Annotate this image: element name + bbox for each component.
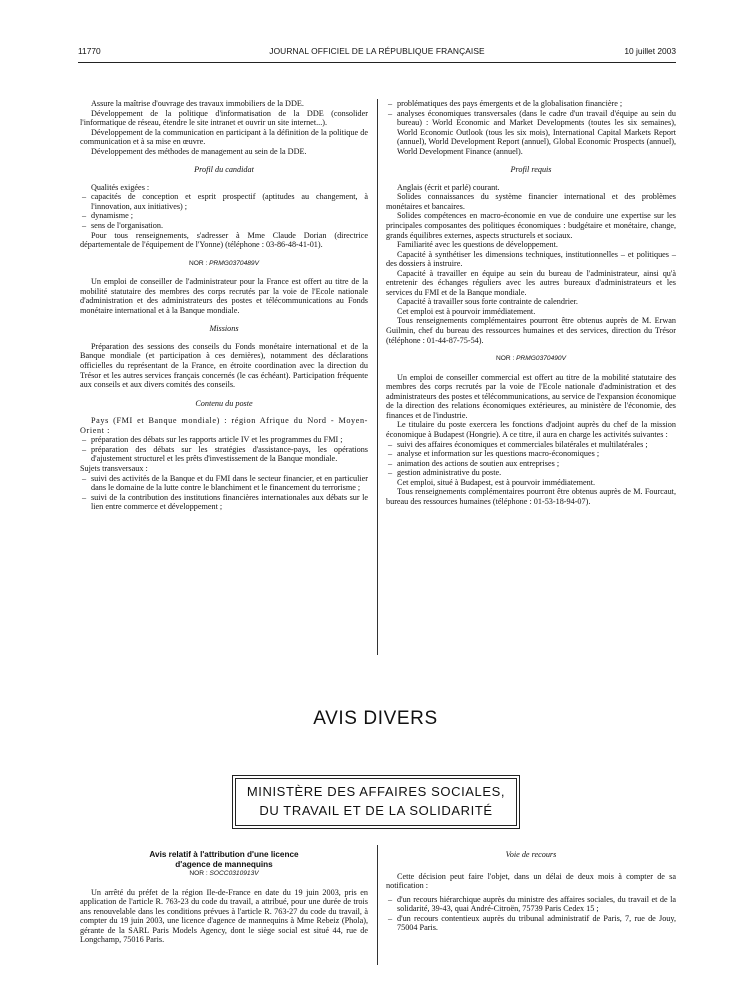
profil-paragraph: Capacité à travailler sous forte contrainte de calendrier.: [397, 297, 578, 307]
profil-requis-heading: Profil requis: [510, 165, 552, 175]
offer-paragraph: Un emploi de conseiller commercial est offert au titre de la mobilité statutaire des membres des corps recrutés par la voie de l'Ecole nationale d'administration et des administrateurs des postes et télécommunications, au service de l'expansion économique de la direction des relations économiques extérieures, au ministère de l'économie, des finances et de l'industrie.: [386, 372, 676, 420]
qualites-label: Qualités exigées :: [91, 182, 150, 192]
profil-candidat-heading: Profil du candidat: [194, 165, 254, 175]
sujets-label: Sujets transversaux :: [80, 463, 148, 473]
nor-prefix: NOR :: [495, 355, 517, 363]
missions-heading: Missions: [209, 324, 239, 334]
continued-list: [386, 99, 676, 156]
list-item: – dynamisme ;: [80, 211, 368, 221]
intro-paragraph: Développement des méthodes de management au sein de la DDE.: [91, 146, 307, 156]
column-divider: [377, 845, 378, 965]
contenu-heading: Contenu du poste: [195, 398, 253, 408]
nor-code: SOCC0310913V: [209, 870, 259, 878]
ministry-box: [232, 775, 520, 829]
page-header: [78, 46, 676, 60]
missions-paragraph: Préparation des sessions des conseils du Fonds monétaire international et de la Banque mondiale (et participation à ces dernières), notamment des déclarations officielles du représentant de la France, en étroite coordination avec la direction du Trésor et les autres services français concernés (le cas échéant). Participation fréquente aux conseils et aux divers comités des conseils.: [80, 341, 368, 390]
list-item: – suivi de la contribution des institutions financières internationales aux débats sur le lien entre commerce et développement ;: [80, 493, 368, 512]
list-item: – préparation des débats sur les rapports article IV et les programmes du FMI ;: [80, 435, 368, 445]
nor-reference: [80, 869, 368, 879]
profil-paragraph: Capacité à synthétiser les dimensions techniques, institutionnelles – et politiques – des dossiers à instruire.: [386, 249, 676, 269]
intro-paragraph: Assure la maîtrise d'ouvrage des travaux immobiliers de la DDE.: [91, 99, 304, 108]
list-item: – suivi des affaires économiques et commerciales bilatérales et multilatérales ;: [386, 440, 676, 450]
header-rule: [78, 62, 676, 63]
intro-paragraph: Développement de la communication en participant à la définition de la politique de communication et à sa mise en œuvre.: [80, 127, 368, 147]
offer-paragraph: Un emploi de conseiller de l'administrateur pour la France est offert au titre de la mobilité statutaire des membres des corps recrutés par la voie de l'Ecole nationale d'administration et des administrateurs des postes et télécommunications au Fonds monétaire international et à la Banque mondiale.: [80, 277, 368, 315]
profil-paragraph: Anglais (écrit et parlé) courant.: [397, 182, 500, 192]
list-item: – problématiques des pays émergents et de la globalisation financière ;: [386, 99, 676, 109]
nor-reference: [80, 259, 368, 269]
nor-code: PRMG0370490V: [516, 355, 566, 363]
intro-paragraph: Développement de la politique d'informatisation de la DDE (consolider l'informatique de réseau, étendre le site intranet et ouvrir un site internet...).: [80, 108, 368, 128]
list-item: – sens de l'organisation.: [80, 221, 368, 231]
profil-paragraph: Cet emploi est à pourvoir immédiatement.: [397, 306, 536, 316]
profil-paragraph: Familiarité avec les questions de développement.: [397, 240, 558, 250]
nor-code: PRMG0370489V: [209, 259, 259, 267]
avis-body: Un arrêté du préfet de la région Ile-de-France en date du 19 juin 2003, pris en application de l'article R. 763-23 du code du travail, a attribué, pour une durée de trois ans renouvelable dans les conditions prévues à l'article R. 763-27 du code du travail, à compter du 19 juin 2003, une licence d'agence de mannequins à Mme Rebeiz (Phola), gérante de la SARL Paris Models Agency, dont le siège social est situé 44, rue de Longchamp, 75016 Paris.: [80, 887, 368, 945]
list-item: – d'un recours contentieux auprès du tribunal administratif de Paris, 7, rue de Jouy, 75004 Paris.: [386, 914, 676, 933]
nor-reference: [386, 354, 676, 364]
activites-list: [386, 440, 676, 478]
column-divider: [377, 99, 378, 655]
pays-list: [80, 435, 368, 464]
ministry-line-1: MINISTÈRE DES AFFAIRES SOCIALES,: [246, 784, 506, 799]
closing-paragraph: Cet emploi, situé à Budapest, est à pourvoir immédiatement.: [397, 477, 596, 487]
recours-column: [386, 850, 676, 933]
journal-title: JOURNAL OFFICIEL DE LA RÉPUBLIQUE FRANÇAISE: [269, 46, 485, 56]
sujets-list: [80, 474, 368, 512]
profil-paragraph: Solides compétences en macro-économie en vue de conduire une expertise sur les principales composantes des politiques économiques : budgétaire et monétaire, change, grands équilibres externes, aspects structurels et sociaux.: [386, 211, 676, 240]
ministry-line-2: DU TRAVAIL ET DE LA SOLIDARITÉ: [259, 803, 493, 818]
section-title: AVIS DIVERS: [313, 708, 438, 729]
left-column: [80, 99, 368, 512]
recours-list: [386, 895, 676, 933]
list-item: – animation des actions de soutien aux entreprises ;: [386, 459, 676, 469]
titulaire-paragraph: Le titulaire du poste exercera les fonctions d'adjoint auprès du chef de la mission économique à Budapest (Hongrie). A ce titre, il aura en charge les activités suivantes :: [386, 420, 676, 439]
recours-intro: Cette décision peut faire l'objet, dans un délai de deux mois à compter de sa notification :: [386, 871, 676, 891]
list-item: – suivi des activités de la Banque et du FMI dans le secteur financier, et en particulier dans le domaine de la lutte contre le blanchiment et le financement du terrorisme ;: [80, 474, 368, 493]
profil-paragraph: Solides connaissances du système financier international et des problèmes monétaires et bancaires.: [386, 192, 676, 211]
profil-paragraph: Capacité à travailler en équipe au sein du bureau de l'administrateur, ainsi qu'à entretenir des échanges réguliers avec les autres bureaux d'administrateurs et les services du FMI et de la Banque mondiale.: [386, 268, 676, 297]
qualites-list: [80, 192, 368, 230]
list-item: – analyses économiques transversales (dans le cadre d'un travail d'équipe au sein du bureau) : World Economic and Market Developments (toutes les six semaines), World Economic Outlook (tous les six mois), International Capital Markets Report (annuel), World Development Report (annuel), Global Economic Prospects (annuel), World Development Finance (annuel).: [386, 109, 676, 157]
issue-date: 10 juillet 2003: [624, 46, 676, 56]
contact-paragraph: Pour tous renseignements, s'adresser à Mme Claude Dorian (directrice départementale de l'équipement de l'Yonne) (téléphone : 03-86-48-41-01).: [80, 230, 368, 250]
closing-paragraph: Tous renseignements complémentaires pourront être obtenus auprès de M. Fourcaut, bureau des ressources humaines (téléphone : 01-53-18-94-07).: [386, 487, 676, 506]
recours-heading: Voie de recours: [505, 850, 557, 859]
list-item: – d'un recours hiérarchique auprès du ministre des affaires sociales, du travail et de la solidarité, 39-43, quai André-Citroën, 75739 Paris Cedex 15 ;: [386, 895, 676, 914]
profil-paragraph: Tous renseignements complémentaires pourront être obtenus auprès de M. Erwan Guilmin, chef du bureau des ressources humaines et des services, direction du Trésor (téléphone : 01-44-87-75-54).: [386, 316, 676, 345]
nor-prefix: NOR :: [189, 870, 210, 878]
list-item: – capacités de conception et esprit prospectif (aptitudes au changement, à l'innovation, aux initiatives) ;: [80, 192, 368, 211]
avis-title-line-1: Avis relatif à l'attribution d'une licence: [149, 850, 299, 859]
avis-column: [80, 850, 368, 945]
right-column: [386, 99, 676, 506]
page-number: 11770: [78, 46, 101, 56]
nor-prefix: NOR :: [188, 259, 210, 267]
list-item: – gestion administrative du poste.: [386, 468, 676, 478]
pays-line: Pays (FMI et Banque mondiale) : région Afrique du Nord - Moyen-Orient :: [80, 416, 368, 435]
list-item: – préparation des débats sur les stratégies d'assistance-pays, les opérations d'ajustement structurel et les prêts d'investissement de la Banque mondiale.: [80, 445, 368, 464]
list-item: – analyse et information sur les questions macro-économiques ;: [386, 449, 676, 459]
avis-title-line-2: d'agence de mannequins: [175, 859, 273, 869]
